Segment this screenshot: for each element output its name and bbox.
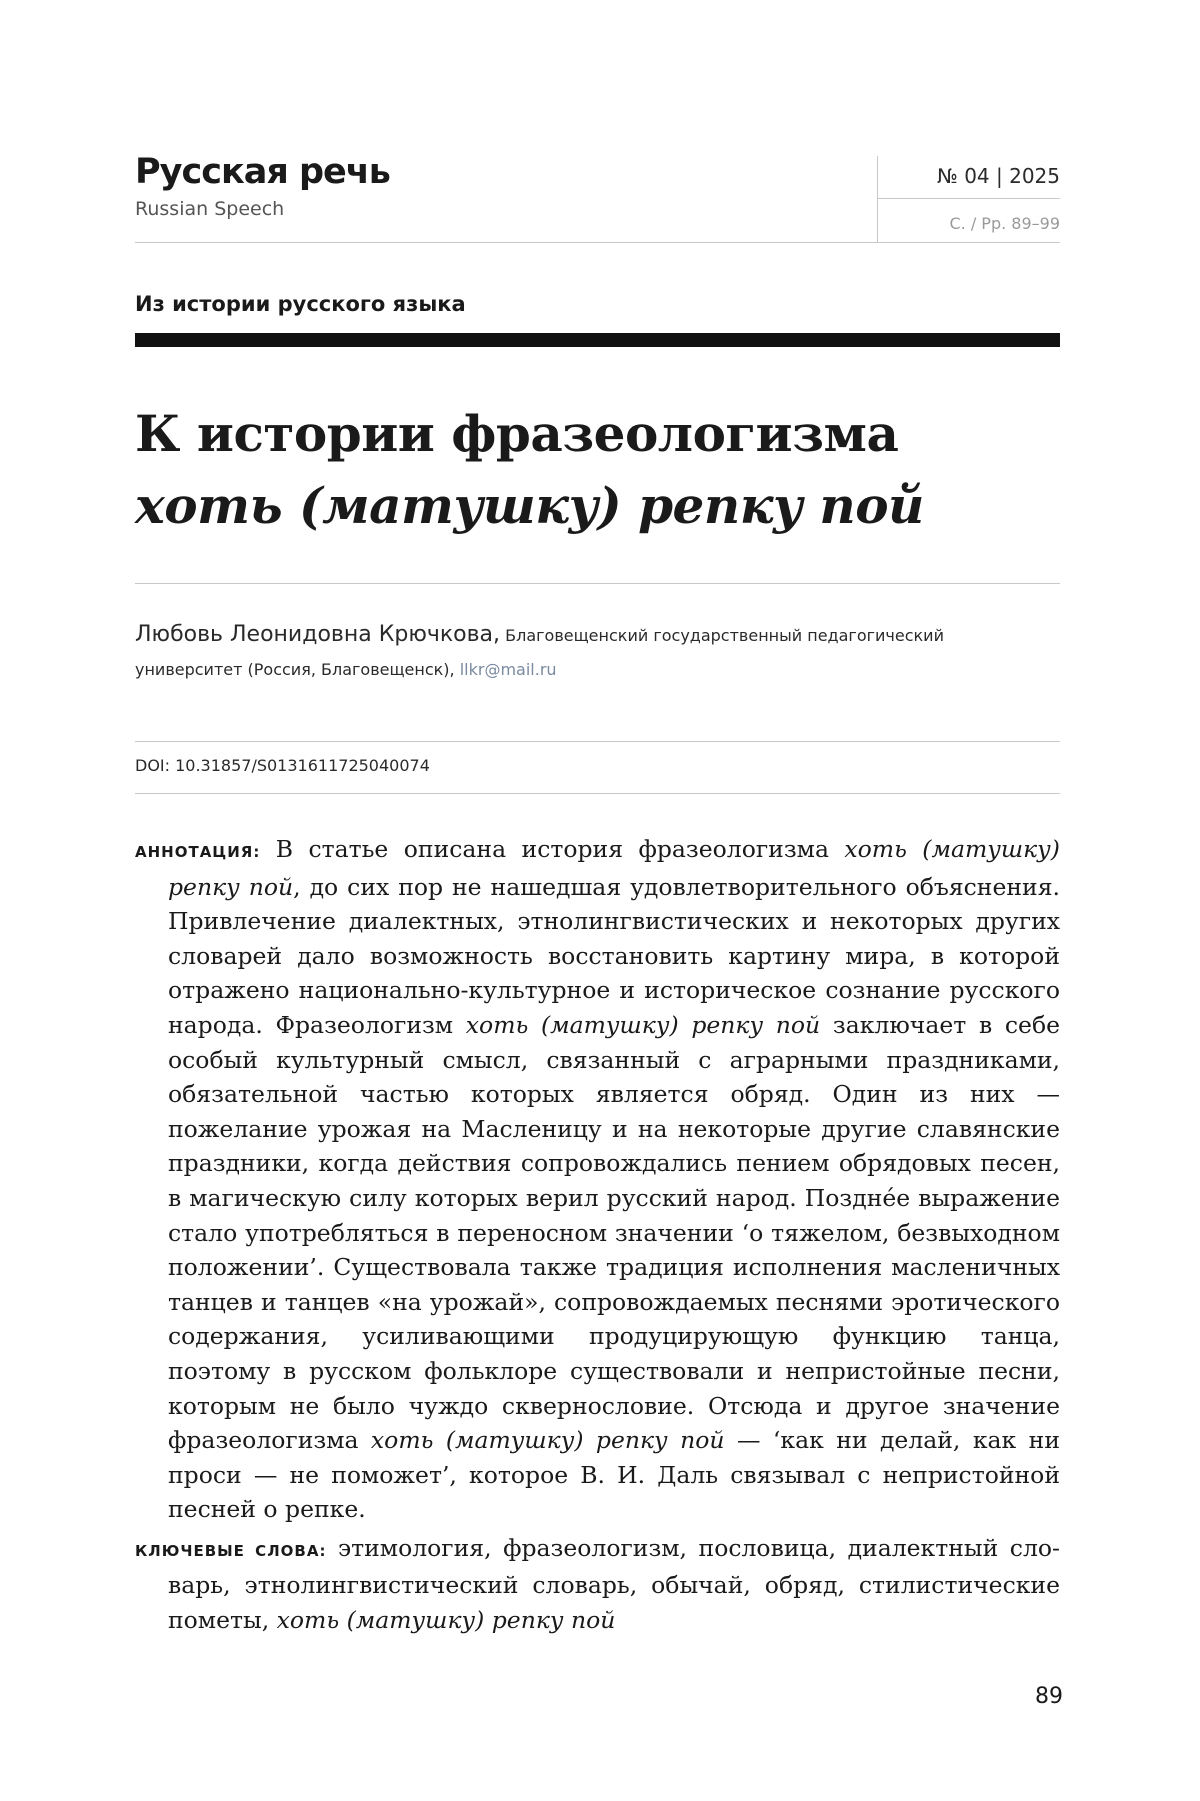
abstract-text: — ‘как ни делай, как ни проси — не поможет’, которое В. И. Даль связывал с непристойной песней о репке. [168,1426,1060,1524]
journal-subtitle: Russian Speech [135,198,285,220]
abstract-italic: хоть (матушку) репку пой [465,1010,821,1039]
abstract-text: В статье описана история фразеологизма [275,835,829,863]
divider [135,793,1060,794]
abstract-text: заключает в себе особый культурный смысл, связанный с аграрными праздниками, обязательной частью которых является обряд. Один из них — пожелание урожая на Масленицу и на некоторые другие славянские праздники, когда действия сопровождались пением обрядовых песен, в магическую силу которых верил русский народ. Позднée выражение стало употребляться в переносном значении ‘о тяжелом, безвыходном положении’. Существовала также традиция исполнения масленичных танцев и танцев «на урожай», сопровождаемых песнями эротического содержания, усиливающими продуцирующую функцию танца, поэтому в русском фольклоре существовали и непристойные песни, которым не было чуждо сквернословие. Отсюда и другое значение фразеологизма [168,1010,1060,1455]
keywords-label: КЛЮЧЕВЫЕ СЛОВА: [135,1541,327,1560]
journal-header [135,150,1060,242]
title-line-2: хоть (матушку) репку пой [135,476,924,535]
abstract-label: АННОТАЦИЯ: [135,843,261,861]
author-affiliation: Благовещенский государственный педагогический [505,626,944,645]
article-title [135,398,1060,542]
issue-number: № 04 | 2025 [937,164,1060,188]
title-line-1: К истории фразеологизма [135,404,899,463]
divider [135,741,1060,742]
divider [135,583,1060,584]
abstract-italic: хоть (матушку) репку пой [370,1426,725,1455]
keywords-italic: хоть (матушку) репку пой [276,1606,616,1635]
journal-title: Русская речь [135,152,390,192]
header-divider [877,156,878,242]
page-number: 89 [1035,1684,1063,1709]
author-block [135,618,1060,687]
abstract-block [135,832,1060,1638]
abstract-text: , до сих пор не нашедшая удовлетворительного объяснения. Привлечение диалектных, этнолингвистических и некоторых других словарей дало возможность восстановить картину мира, в которой отражено национально-культурное и историческое сознание русского народа. Фразеологизм [168,872,1060,1039]
author-affiliation: университет (Россия, Благовещенск), [135,660,455,679]
abstract-italic: хоть (матушку) репку пой [168,835,1060,901]
author-name: Любовь Леонидовна Крючкова, [135,622,501,647]
header-divider [877,198,1060,199]
keywords [135,1531,1060,1638]
author-email-link[interactable]: llkr@mail.ru [459,660,557,679]
section-heading: Из истории русского языка [135,292,466,316]
section-bar [135,333,1060,347]
abstract [135,832,1060,1527]
page-range: С. / Pp. 89–99 [949,214,1060,233]
header-rule [135,242,1060,243]
keywords-text: этимология, фразеологизм, пословица, диалектный словарь, этнолингвистический словарь, обычай, обряд, стилистические пометы, [168,1533,1060,1635]
doi: DOI: 10.31857/S0131611725040074 [135,756,430,775]
